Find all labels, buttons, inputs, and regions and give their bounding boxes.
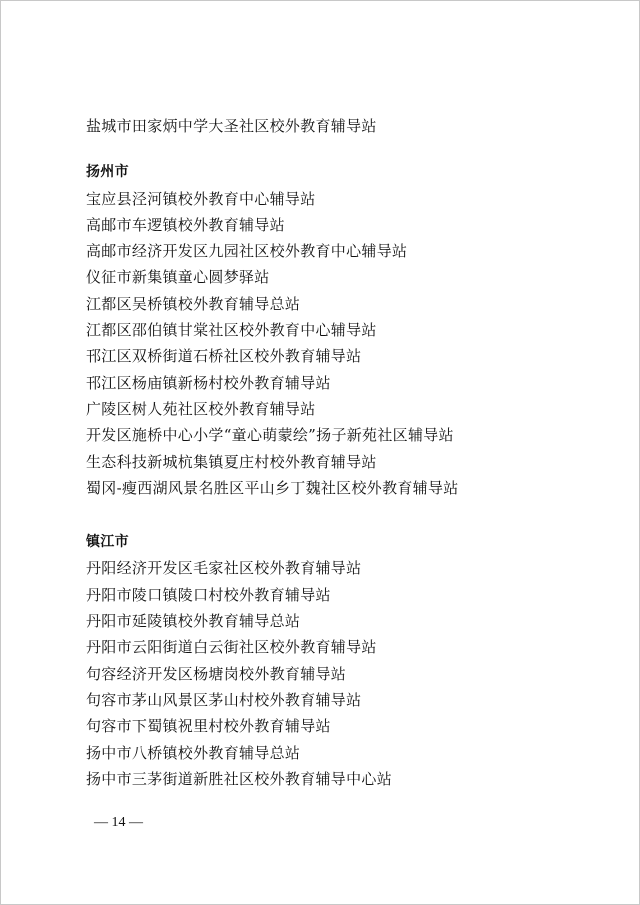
list-item: 丹阳经济开发区毛家社区校外教育辅导站 [86,559,362,578]
section-gap [86,501,606,529]
list-item: 句容市茅山风景区茅山村校外教育辅导站 [86,690,362,709]
list-item: 开发区施桥中心小学“童心萌蒙绘”扬子新苑社区辅导站 [86,426,454,445]
list-item: 仪征市新集镇童心圆梦驿站 [86,268,270,287]
section-heading-zhenjiang: 镇江市 [86,534,129,551]
list-item: 丹阳市陵口镇陵口村校外教育辅导站 [86,585,331,604]
section-heading-yangzhou: 扬州市 [86,164,129,181]
list-item: 丹阳市延陵镇校外教育辅导总站 [86,612,301,631]
list-item: 句容市下蜀镇祝里村校外教育辅导站 [86,717,331,736]
list-item: 高邮市经济开发区九园社区校外教育中心辅导站 [86,242,408,261]
list-item: 扬中市三茅街道新胜社区校外教育辅导中心站 [86,769,393,788]
list-item: 高邮市车逻镇校外教育辅导站 [86,215,285,234]
list-item: 丹阳市云阳街道白云街社区校外教育辅导站 [86,638,377,657]
document-body [86,113,606,792]
list-item: 生态科技新城杭集镇夏庄村校外教育辅导站 [86,452,377,471]
list-item: 邗江区双桥街道石桥社区校外教育辅导站 [86,347,362,366]
list-item: 句容经济开发区杨塘岗校外教育辅导站 [86,664,347,683]
list-item: 江都区邵伯镇甘棠社区校外教育中心辅导站 [86,321,377,340]
intro-list-item: 盐城市田家炳中学大圣社区校外教育辅导站 [86,117,377,135]
list-item: 宝应县泾河镇校外教育中心辅导站 [86,189,316,208]
list-item: 邗江区杨庙镇新杨村校外教育辅导站 [86,373,331,392]
page-number: — 14 — [94,815,143,830]
list-item: 扬中市八桥镇校外教育辅导总站 [86,743,301,762]
list-item: 广陵区树人苑社区校外教育辅导站 [86,399,316,418]
list-item: 蜀冈-瘦西湖风景名胜区平山乡丁魏社区校外教育辅导站 [86,478,459,497]
section-gap [86,139,606,159]
list-item: 江都区吴桥镇校外教育辅导总站 [86,294,301,313]
